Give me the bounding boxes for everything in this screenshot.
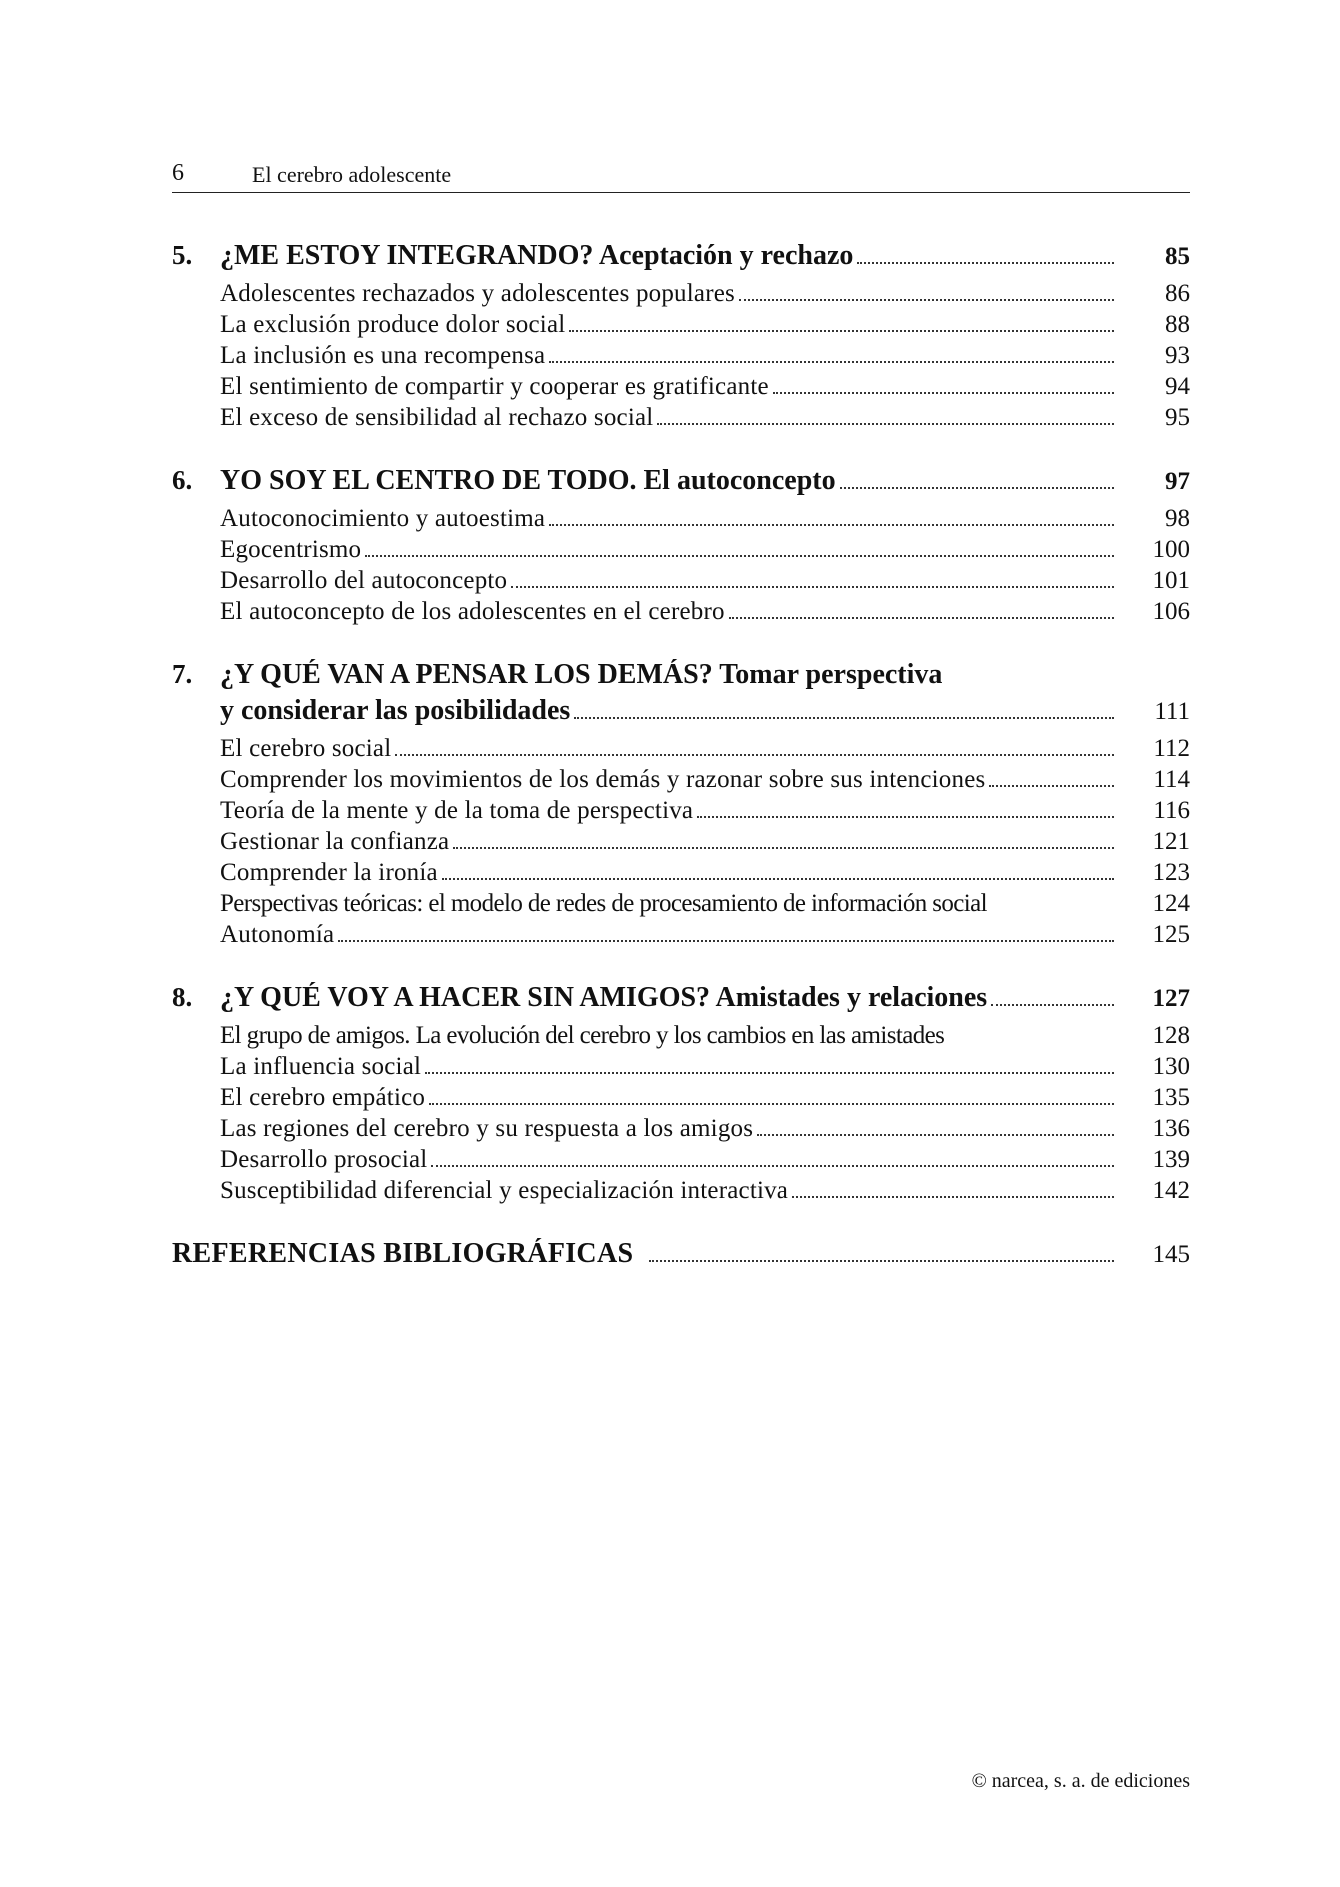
toc-section[interactable]: [172, 890, 1190, 921]
dot-leader: [338, 940, 1114, 942]
chapter-page: 97: [1165, 468, 1190, 495]
chapter-title: [220, 982, 987, 1014]
chapter-title-sub: Tomar perspectiva: [719, 659, 943, 690]
toc-chapter-7: [172, 659, 1190, 952]
chapter-number: 5.: [172, 240, 193, 270]
toc-section[interactable]: [172, 859, 1190, 890]
toc-chapter-6: [172, 465, 1190, 629]
toc-section[interactable]: [172, 598, 1190, 629]
chapter-title-cont: y considerar las posibilidades: [220, 695, 571, 726]
chapter-heading-continued[interactable]: [172, 695, 1190, 735]
dot-leader: [549, 361, 1114, 363]
section-page: 114: [1153, 766, 1190, 793]
dot-leader: [569, 330, 1114, 332]
section-page: 123: [1152, 859, 1190, 886]
chapter-title: [220, 465, 836, 497]
dot-leader: [442, 878, 1114, 880]
chapter-title-sub: Aceptación y rechazo: [598, 240, 854, 271]
dot-leader: [989, 785, 1114, 787]
section-page: 125: [1152, 921, 1190, 948]
chapter-title-sub: Amistades y relaciones: [715, 982, 988, 1013]
dot-leader: [773, 392, 1114, 394]
references-title: REFERENCIAS BIBLIOGRÁFICAS: [172, 1238, 634, 1269]
section-title: Comprender la ironía: [220, 859, 438, 886]
dot-leader: [729, 617, 1114, 619]
section-title: Desarrollo prosocial: [220, 1146, 428, 1173]
section-page: 100: [1152, 536, 1190, 563]
toc-section[interactable]: [172, 311, 1190, 342]
section-title: Adolescentes rechazados y adolescentes populares: [220, 280, 735, 307]
chapter-number: 7.: [172, 659, 193, 689]
section-title: Perspectivas teóricas: el modelo de redes de procesamiento de información social: [220, 890, 987, 917]
section-page: 116: [1153, 797, 1190, 824]
dot-leader: [649, 1260, 1114, 1262]
toc-section[interactable]: [172, 921, 1190, 952]
toc-chapter-5: [172, 240, 1190, 435]
dot-leader: [425, 1072, 1114, 1074]
section-page: 93: [1165, 342, 1190, 369]
section-page: 142: [1152, 1177, 1190, 1204]
copyright-footer: © narcea, s. a. de ediciones: [971, 1770, 1190, 1792]
section-page: 106: [1152, 598, 1190, 625]
toc-section[interactable]: [172, 1115, 1190, 1146]
section-title: El sentimiento de compartir y cooperar es gratificante: [220, 373, 769, 400]
chapter-number: 6.: [172, 465, 193, 495]
dot-leader: [429, 1103, 1114, 1105]
dot-leader: [757, 1134, 1114, 1136]
section-page: 86: [1165, 280, 1190, 307]
toc-section[interactable]: [172, 1177, 1190, 1208]
chapter-heading[interactable]: [172, 659, 1190, 695]
chapter-title: [220, 659, 942, 691]
chapter-title-lead: YO SOY EL CENTRO DE TODO.: [220, 465, 637, 496]
chapter-page: 127: [1152, 985, 1190, 1012]
chapter-heading[interactable]: [172, 240, 1190, 280]
toc-section[interactable]: [172, 735, 1190, 766]
dot-leader: [511, 586, 1114, 588]
toc-section[interactable]: [172, 1022, 1190, 1053]
dot-leader: [574, 717, 1114, 719]
toc-section[interactable]: [172, 404, 1190, 435]
dot-leader: [857, 262, 1114, 264]
section-title: Las regiones del cerebro y su respuesta a los amigos: [220, 1115, 754, 1142]
running-title: El cerebro adolescente: [252, 162, 452, 187]
chapter-number: 8.: [172, 982, 193, 1012]
section-page: 130: [1152, 1053, 1190, 1080]
dot-leader: [697, 816, 1114, 818]
dot-leader: [365, 555, 1114, 557]
section-title: Teoría de la mente y de la toma de perspectiva: [220, 797, 694, 824]
chapter-heading[interactable]: [172, 982, 1190, 1022]
dot-leader: [549, 524, 1114, 526]
section-title: Autonomía: [220, 921, 335, 948]
section-page: 94: [1165, 373, 1190, 400]
section-page: 98: [1165, 505, 1190, 532]
section-title: Autoconocimiento y autoestima: [220, 505, 546, 532]
section-page: 139: [1152, 1146, 1190, 1173]
chapter-title-sub: El autoconcepto: [643, 465, 836, 496]
toc-section[interactable]: [172, 828, 1190, 859]
section-page: 121: [1152, 828, 1190, 855]
chapter-page: 111: [1154, 698, 1190, 725]
section-page: 135: [1152, 1084, 1190, 1111]
chapter-heading[interactable]: [172, 465, 1190, 505]
dot-leader: [991, 1004, 1114, 1006]
chapter-title-lead: ¿Y QUÉ VOY A HACER SIN AMIGOS?: [220, 982, 711, 1013]
toc-section[interactable]: [172, 536, 1190, 567]
toc-section[interactable]: [172, 1084, 1190, 1115]
section-title: El autoconcepto de los adolescentes en el cerebro: [220, 598, 725, 625]
section-page: 95: [1165, 404, 1190, 431]
section-title: El exceso de sensibilidad al rechazo social: [220, 404, 654, 431]
section-title: Desarrollo del autoconcepto: [220, 567, 508, 594]
section-page: 112: [1153, 735, 1190, 762]
section-title: Comprender los movimientos de los demás y razonar sobre sus intenciones: [220, 766, 986, 793]
section-title: La exclusión produce dolor social: [220, 311, 566, 338]
toc-chapter-8: [172, 982, 1190, 1208]
chapter-title: [220, 240, 853, 272]
section-title: El grupo de amigos. La evolución del cerebro y los cambios en las amistades: [220, 1022, 945, 1049]
dot-leader: [657, 423, 1114, 425]
toc-section[interactable]: [172, 766, 1190, 797]
toc-section[interactable]: [172, 373, 1190, 404]
section-title: La inclusión es una recompensa: [220, 342, 546, 369]
dot-leader: [840, 487, 1114, 489]
toc-references[interactable]: [172, 1238, 1190, 1278]
section-title: Egocentrismo: [220, 536, 362, 563]
toc-section[interactable]: [172, 342, 1190, 373]
dot-leader: [739, 299, 1114, 301]
section-title: Gestionar la confianza: [220, 828, 450, 855]
page-number: 6: [172, 160, 184, 186]
dot-leader: [792, 1196, 1114, 1198]
section-page: 124: [1152, 890, 1190, 917]
toc-section[interactable]: [172, 1053, 1190, 1084]
running-header: [172, 158, 1190, 193]
toc-section[interactable]: [172, 505, 1190, 536]
section-page: 101: [1152, 567, 1190, 594]
table-of-contents: [172, 240, 1190, 1278]
toc-section[interactable]: [172, 567, 1190, 598]
dot-leader: [395, 754, 1114, 756]
section-page: 128: [1152, 1022, 1190, 1049]
dot-leader: [431, 1165, 1114, 1167]
toc-section[interactable]: [172, 797, 1190, 828]
chapter-title-lead: ¿Y QUÉ VAN A PENSAR LOS DEMÁS?: [220, 659, 713, 690]
toc-section[interactable]: [172, 280, 1190, 311]
chapter-title-lead: ¿ME ESTOY INTEGRANDO?: [220, 240, 594, 271]
section-title: El cerebro social: [220, 735, 392, 762]
section-title: El cerebro empático: [220, 1084, 426, 1111]
section-page: 136: [1152, 1115, 1190, 1142]
dot-leader: [453, 847, 1114, 849]
section-title: Susceptibilidad diferencial y especialización interactiva: [220, 1177, 789, 1204]
section-page: 88: [1165, 311, 1190, 338]
references-page: 145: [1152, 1241, 1190, 1268]
section-title: La influencia social: [220, 1053, 422, 1080]
chapter-page: 85: [1165, 243, 1190, 270]
toc-section[interactable]: [172, 1146, 1190, 1177]
